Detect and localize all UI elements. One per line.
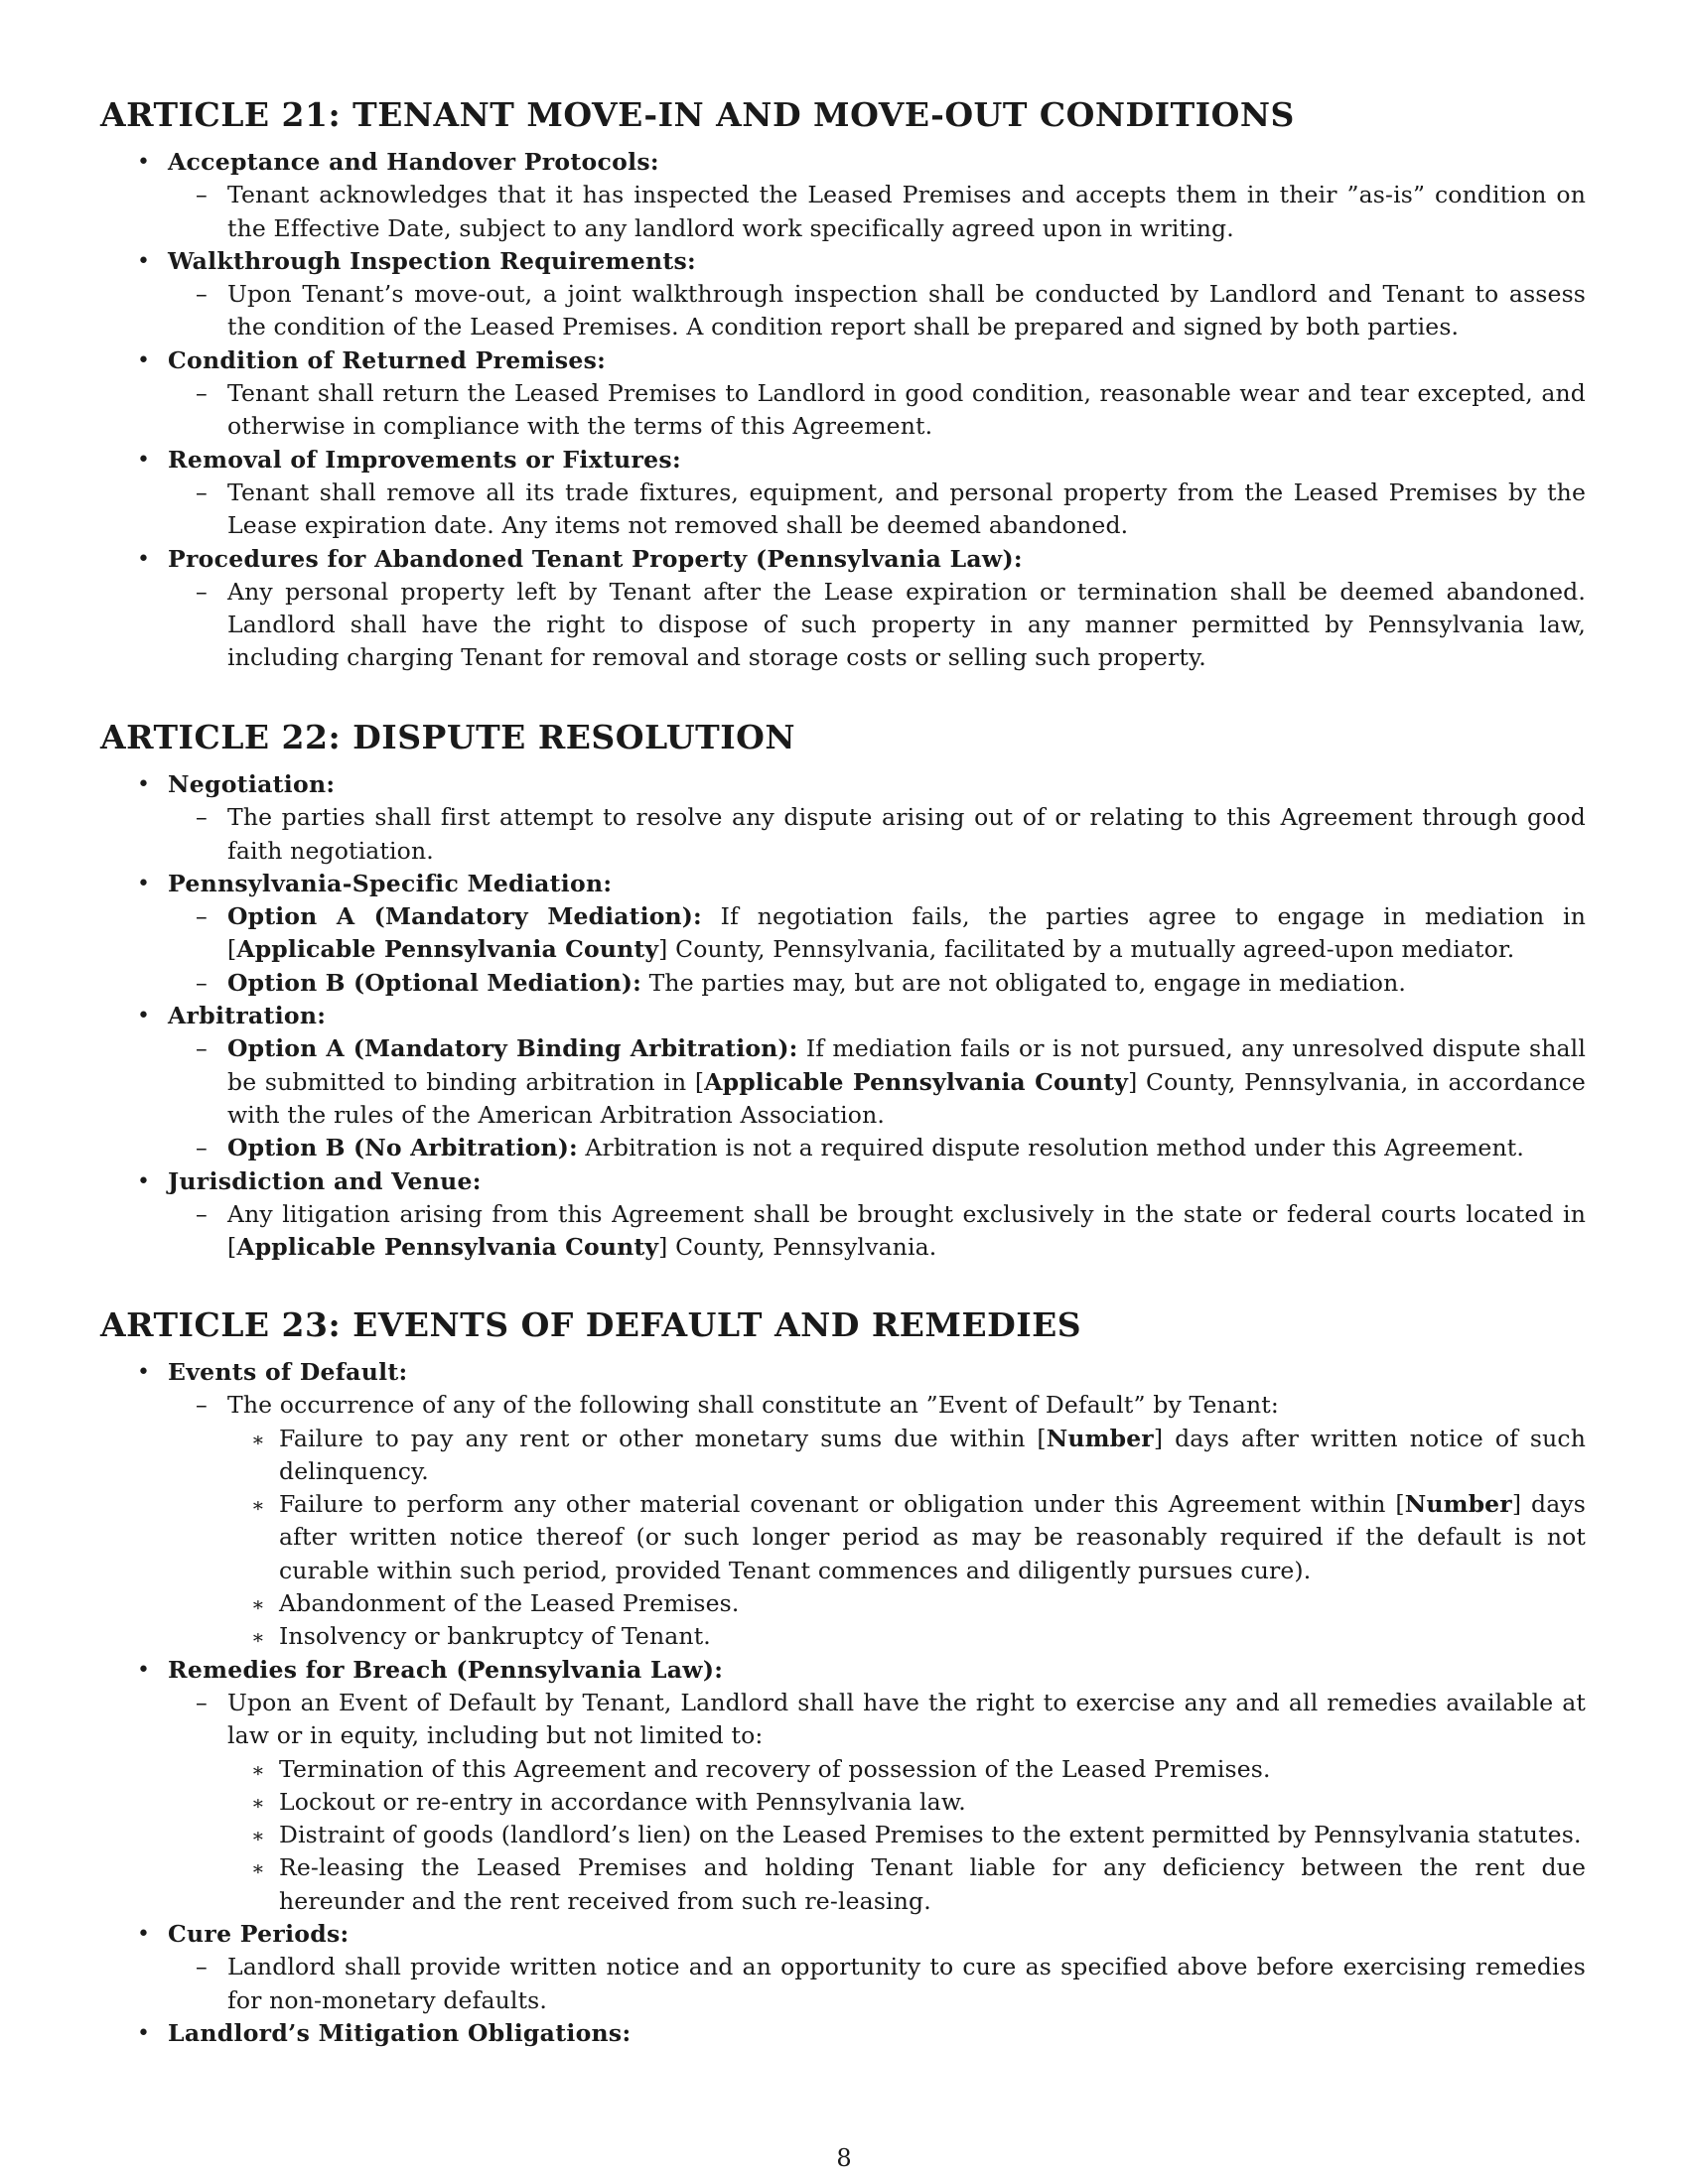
- item-text: Distraint of goods (landlord’s lien) on the Leased Premises to the extent permitted by Pennsylvania statutes.: [279, 1821, 1582, 1849]
- sub-item: [100, 179, 1586, 245]
- bullet-marker: •: [137, 1004, 150, 1029]
- list-item: [100, 2017, 1586, 2050]
- article-title: ARTICLE 21: TENANT MOVE-IN AND MOVE-OUT CONDITIONS: [100, 95, 1295, 134]
- star-marker: ∗: [251, 1856, 265, 1881]
- dash-marker: –: [196, 1953, 208, 1981]
- option-label: Option B (Optional Mediation):: [227, 968, 641, 997]
- item-heading: Condition of Returned Premises:: [168, 345, 607, 374]
- dash-marker: –: [196, 1199, 208, 1228]
- star-marker: ∗: [251, 1493, 265, 1518]
- item-heading: Arbitration:: [168, 1002, 327, 1030]
- placeholder-field: Number: [1046, 1424, 1154, 1452]
- dash-marker: –: [196, 181, 208, 209]
- article-title: ARTICLE 22: DISPUTE RESOLUTION: [100, 718, 796, 756]
- item-text: Failure to pay any rent or other monetary sums due within [: [279, 1424, 1047, 1452]
- item-text: Re-leasing the Leased Premises and holding Tenant liable for any deficiency between the rent due hereunder and the rent received from such re-leasing.: [279, 1853, 1586, 1915]
- sub-item: [100, 377, 1586, 444]
- item-heading: Negotiation:: [168, 770, 336, 798]
- bullet-marker: •: [137, 772, 150, 797]
- star-marker: ∗: [251, 1757, 265, 1782]
- item-heading: Jurisdiction and Venue:: [168, 1166, 482, 1195]
- item-text: ] County, Pennsylvania, facilitated by a mutually agreed-upon mediator.: [658, 935, 1515, 964]
- dash-marker: –: [196, 478, 208, 506]
- item-heading: Events of Default:: [168, 1358, 408, 1386]
- bullet-marker: •: [137, 546, 150, 572]
- item-text: Landlord shall provide written notice and an opportunity to cure as specified above before exercising remedies for non-monetary defaults.: [227, 1953, 1586, 2014]
- option-label: Option A (Mandatory Binding Arbitration):: [227, 1034, 798, 1063]
- list-item: [100, 344, 1586, 377]
- bullet-marker: •: [137, 1657, 150, 1683]
- item-heading: Remedies for Breach (Pennsylvania Law):: [168, 1655, 724, 1684]
- bullet-marker: •: [137, 1922, 150, 1948]
- item-text: ] County, Pennsylvania, in accordance with the rules of the American Arbitration Association.: [227, 1067, 1586, 1129]
- article-21: [100, 95, 1586, 675]
- item-text: ] County, Pennsylvania.: [658, 1233, 937, 1262]
- item-text: Failure to perform any other material covenant or obligation under this Agreement within [: [279, 1490, 1405, 1519]
- sub-item: [100, 278, 1586, 344]
- dash-marker: –: [196, 1391, 208, 1420]
- sub-sub-item: [100, 1587, 1586, 1620]
- list-item: [100, 1356, 1586, 1389]
- sub-item: [100, 1687, 1586, 1753]
- list-item: [100, 1000, 1586, 1032]
- article-items: [100, 1356, 1586, 2050]
- sub-sub-item: [100, 1786, 1586, 1819]
- dash-marker: –: [196, 803, 208, 832]
- sub-sub-item: [100, 1488, 1586, 1587]
- item-heading: Procedures for Abandoned Tenant Property (Pennsylvania Law):: [168, 544, 1023, 573]
- sub-item: [100, 1132, 1586, 1164]
- item-text: ] days after written notice of such delinquency.: [279, 1424, 1586, 1485]
- dash-marker: –: [196, 379, 208, 408]
- article-items: [100, 146, 1586, 675]
- item-heading: Acceptance and Handover Protocols:: [168, 148, 659, 176]
- item-text: Tenant shall return the Leased Premises to Landlord in good condition, reasonable wear and tear excepted, and otherwise in compliance with the terms of this Agreement.: [227, 379, 1586, 441]
- list-item: [100, 1918, 1586, 1951]
- item-text: The parties shall first attempt to resolve any dispute arising out of or relating to this Agreement through good faith negotiation.: [227, 803, 1586, 865]
- star-marker: ∗: [251, 1790, 265, 1815]
- item-text: If mediation fails or is not pursued, any unresolved dispute shall be submitted to binding arbitration in [: [227, 1034, 1586, 1096]
- item-heading: Walkthrough Inspection Requirements:: [168, 246, 697, 275]
- sub-item: [100, 477, 1586, 543]
- placeholder-field: Applicable Pennsylvania County: [236, 935, 659, 964]
- sub-item: [100, 1198, 1586, 1265]
- dash-marker: –: [196, 1134, 208, 1162]
- item-heading: Removal of Improvements or Fixtures:: [168, 445, 681, 474]
- sub-item: [100, 1032, 1586, 1132]
- sub-sub-item: [100, 1851, 1586, 1918]
- dash-marker: –: [196, 902, 208, 931]
- bullet-marker: •: [137, 1168, 150, 1194]
- item-heading: Pennsylvania-Specific Mediation:: [168, 869, 613, 897]
- item-text: The occurrence of any of the following shall constitute an ”Event of Default” by Tenant:: [227, 1391, 1279, 1420]
- list-item: [100, 543, 1586, 576]
- bullet-marker: •: [137, 248, 150, 274]
- sub-sub-item: [100, 1819, 1586, 1851]
- item-text: Termination of this Agreement and recovery of possession of the Leased Premises.: [279, 1754, 1271, 1783]
- sub-item: [100, 967, 1586, 1000]
- item-text: Any personal property left by Tenant after the Lease expiration or termination shall be deemed abandoned. Landlord shall have the right to dispose of such property in any manner permitted by Pennsylvania law, including charging Tenant for removal and storage costs or selling such property.: [227, 577, 1586, 672]
- item-text: Upon an Event of Default by Tenant, Landlord shall have the right to exercise any and all remedies available at law or in equity, including but not limited to:: [227, 1688, 1586, 1750]
- item-text: Tenant acknowledges that it has inspected the Leased Premises and accepts them in their ”as-is” condition on the Effective Date, subject to any landlord work specifically agreed upon in writing.: [227, 181, 1586, 242]
- list-item: [100, 1165, 1586, 1198]
- item-text: ] days after written notice thereof (or such longer period as may be reasonably required if the default is not curable within such period, provided Tenant commences and diligently pursues cure).: [279, 1490, 1586, 1584]
- star-marker: ∗: [251, 1625, 265, 1650]
- list-item: [100, 768, 1586, 801]
- placeholder-field: Number: [1404, 1490, 1512, 1519]
- sub-item: [100, 900, 1586, 967]
- item-text: Abandonment of the Leased Premises.: [279, 1589, 740, 1618]
- article-title: ARTICLE 23: EVENTS OF DEFAULT AND REMEDIES: [100, 1305, 1082, 1344]
- sub-sub-item: [100, 1753, 1586, 1786]
- list-item: [100, 1654, 1586, 1687]
- placeholder-field: Applicable Pennsylvania County: [236, 1233, 659, 1262]
- bullet-marker: •: [137, 871, 150, 896]
- item-text: Arbitration is not a required dispute resolution method under this Agreement.: [577, 1134, 1524, 1162]
- bullet-marker: •: [137, 347, 150, 373]
- sub-sub-item: [100, 1423, 1586, 1489]
- dash-marker: –: [196, 577, 208, 606]
- item-text: Insolvency or bankruptcy of Tenant.: [279, 1622, 711, 1651]
- dash-marker: –: [196, 968, 208, 997]
- list-item: [100, 444, 1586, 477]
- article-23: [100, 1305, 1586, 2050]
- dash-marker: –: [196, 1034, 208, 1063]
- list-item: [100, 245, 1586, 278]
- item-text: Lockout or re-entry in accordance with Pennsylvania law.: [279, 1787, 966, 1816]
- item-text: If negotiation fails, the parties agree to engage in mediation in [: [227, 902, 1586, 964]
- page-number: 8: [836, 2144, 852, 2172]
- dash-marker: –: [196, 1688, 208, 1716]
- sub-item: [100, 1951, 1586, 2017]
- article-items: [100, 768, 1586, 1264]
- star-marker: ∗: [251, 1427, 265, 1451]
- list-item: [100, 146, 1586, 179]
- sub-item: [100, 576, 1586, 675]
- bullet-marker: •: [137, 447, 150, 473]
- article-22: [100, 718, 1586, 1264]
- item-heading: Cure Periods:: [168, 1920, 350, 1949]
- bullet-marker: •: [137, 150, 150, 175]
- item-heading: Landlord’s Mitigation Obligations:: [168, 2018, 632, 2047]
- list-item: [100, 868, 1586, 900]
- option-label: Option B (No Arbitration):: [227, 1134, 578, 1162]
- item-text: The parties may, but are not obligated to, engage in mediation.: [640, 968, 1406, 997]
- dash-marker: –: [196, 280, 208, 309]
- option-label: Option A (Mandatory Mediation):: [227, 902, 702, 931]
- placeholder-field: Applicable Pennsylvania County: [704, 1067, 1129, 1096]
- sub-sub-item: [100, 1620, 1586, 1653]
- bullet-marker: •: [137, 1360, 150, 1385]
- star-marker: ∗: [251, 1592, 265, 1617]
- bullet-marker: •: [137, 2020, 150, 2046]
- sub-item: [100, 801, 1586, 868]
- sub-item: [100, 1389, 1586, 1422]
- item-text: Upon Tenant’s move-out, a joint walkthrough inspection shall be conducted by Landlord and Tenant to assess the condition of the Leased Premises. A condition report shall be prepared and signed by both parties.: [227, 280, 1586, 341]
- item-text: Tenant shall remove all its trade fixtures, equipment, and personal property from the Leased Premises by the Lease expiration date. Any items not removed shall be deemed abandoned.: [227, 478, 1586, 540]
- star-marker: ∗: [251, 1824, 265, 1848]
- item-text: Any litigation arising from this Agreement shall be brought exclusively in the state or federal courts located in [: [227, 1199, 1586, 1262]
